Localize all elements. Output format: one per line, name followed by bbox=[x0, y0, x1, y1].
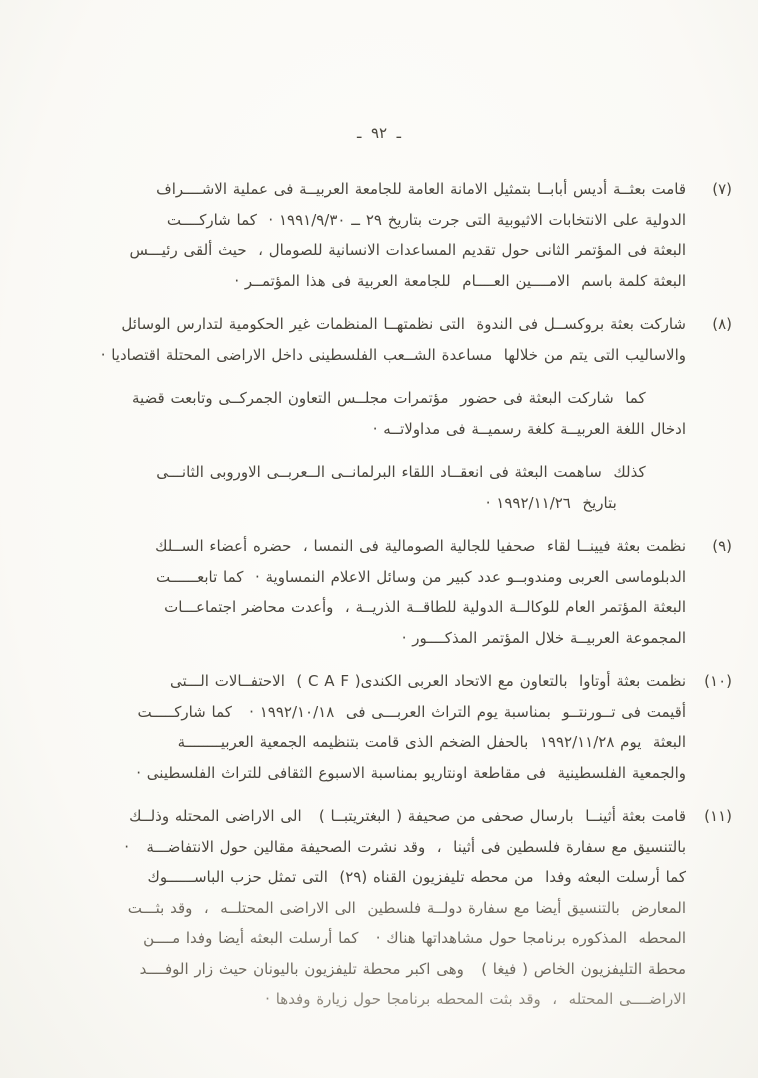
paragraph-text bbox=[76, 457, 686, 518]
text-line: الدولية على الانتخابات الاثيوبية التى جرت بتاريخ ٢٩ ــ ١٩٩١/٩/٣٠ · كما شاركــــت bbox=[166, 210, 686, 229]
paragraph-number: (٩) bbox=[712, 537, 732, 555]
paragraph bbox=[76, 457, 732, 518]
text-line: الاراضــــى المحتله ، وقد بثت المحطه برنامجا حول زيارة وفدها · bbox=[265, 990, 686, 1008]
text-line: الدبلوماسى العربى ومندوبــو عدد كبير من وسائل الاعلام النمساوية · كما تابعــــــت bbox=[156, 567, 686, 586]
paragraph-text bbox=[76, 801, 686, 1015]
text-line: والاساليب التى يتم من خلالها مساعدة الشــعب الفلسطينى داخل الاراضى المحتلة اقتصاديا · bbox=[100, 345, 686, 364]
text-line: قامت بعثــة أديس أبابــا بتمثيل الامانة العامة للجامعة العربيــة فى عملية الاشــــراف bbox=[156, 180, 686, 198]
paragraph-text bbox=[76, 309, 686, 370]
text-line: البعثة يوم ١٩٩٢/١١/٢٨ بالحفل الضخم الذى قامت بتنظيمه الجمعية العربيــــــــة bbox=[177, 733, 686, 751]
text-line: والجمعية الفلسطينية فى مقاطعة اونتاريو بمناسبة الاسبوع الثقافى للتراث الفلسطينى · bbox=[136, 763, 686, 782]
text-line: المجموعة العربيــة خلال المؤتمر المذكــــور · bbox=[401, 628, 686, 647]
text-line: كما أرسلت البعثه وفدا من محطه تليفزيون القناه (٢٩) التى تمثل حزب الباســــــوك bbox=[147, 868, 686, 886]
paragraph-text bbox=[76, 174, 686, 296]
paragraph bbox=[76, 309, 732, 370]
text-line: شاركت بعثة بروكســل فى الندوة التى نظمتهــا المنظمات غير الحكومية لتدارس الوسائل bbox=[121, 315, 686, 333]
paragraph bbox=[76, 666, 732, 788]
text-line: محطة التليفزيون الخاص ( فيغا ) وهى اكبر محطة تليفزيون باليونان حيث زار الوفــــد bbox=[139, 959, 686, 978]
paragraph bbox=[76, 801, 732, 1015]
text-line: البعثة كلمة باسم الامــــين العــــام للجامعة العربية فى هذا المؤتمــر · bbox=[234, 271, 686, 290]
text-line: أقيمت فى تــورنتــو بمناسبة يوم التراث العربـــى فى ١٩٩٢/١٠/١٨ · كما شاركـــــت bbox=[137, 702, 686, 721]
paragraph bbox=[76, 531, 732, 653]
paragraph-text bbox=[76, 666, 686, 788]
paragraph-number: (٧) bbox=[712, 180, 732, 198]
text-line: قامت بعثة أثينــا بارسال صحفى من صحيفة ( البغتريتبــا ) الى الاراضى المحتله وذلــك bbox=[129, 807, 686, 825]
paragraph-number: (١٠) bbox=[704, 672, 732, 690]
paragraph-number: (٨) bbox=[712, 315, 732, 333]
text-line: البعثة فى المؤتمر الثانى حول تقديم المساعدات الانسانية للصومال ، حيث ألقى رئيـــس bbox=[129, 241, 686, 259]
paragraph-text bbox=[76, 531, 686, 653]
text-line: كما شاركت البعثة فى حضور مؤتمرات مجلــس التعاون الجمركــى وتابعت قضية bbox=[131, 389, 686, 407]
text-line: كذلك ساهمت البعثة فى انعقــاد اللقاء البرلمانــى الــعربــى الاوروبى الثانـــى bbox=[156, 463, 686, 481]
text-line: بالتنسيق مع سفارة فلسطين فى أثينا ، وقد نشرت الصحيفة مقالين حول الانتفاضـــة · bbox=[124, 837, 686, 856]
page-number: ـ ٩٢ ـ bbox=[357, 124, 401, 142]
paragraph-text bbox=[76, 383, 686, 444]
text-line: البعثة المؤتمر العام للوكالــة الدولية للطاقــة الذريــة ، وأعدت محاضر اجتماعـــات bbox=[164, 598, 686, 616]
paragraph bbox=[76, 383, 732, 444]
text-line: نظمت بعثة فيينــا لقاء صحفيا للجالية الصومالية فى النمسا ، حضره أعضاء الســلك bbox=[155, 537, 686, 555]
paragraph-number: (١١) bbox=[704, 807, 732, 825]
paragraph-list bbox=[0, 174, 758, 1015]
paragraph bbox=[76, 174, 732, 296]
text-line: ادخال اللغة العربيــة كلغة رسميــة فى مداولاتــه · bbox=[372, 419, 686, 438]
text-line: المحطه المذكوره برنامجا حول مشاهداتها هناك · كما أرسلت البعثه أيضا وفدا مــــن bbox=[143, 929, 686, 947]
text-line: نظمت بعثة أوتاوا بالتعاون مع الاتحاد العربى الكندى( C A F ) الاحتفــالات الـــتى bbox=[170, 672, 686, 690]
text-line: المعارض بالتنسيق أيضا مع سفارة دولــة فلسطين الى الاراضى المحتلــه ، وقد بثـــت bbox=[127, 898, 686, 917]
text-line: بتاريخ ١٩٩٢/١١/٢٦ · bbox=[485, 493, 686, 512]
